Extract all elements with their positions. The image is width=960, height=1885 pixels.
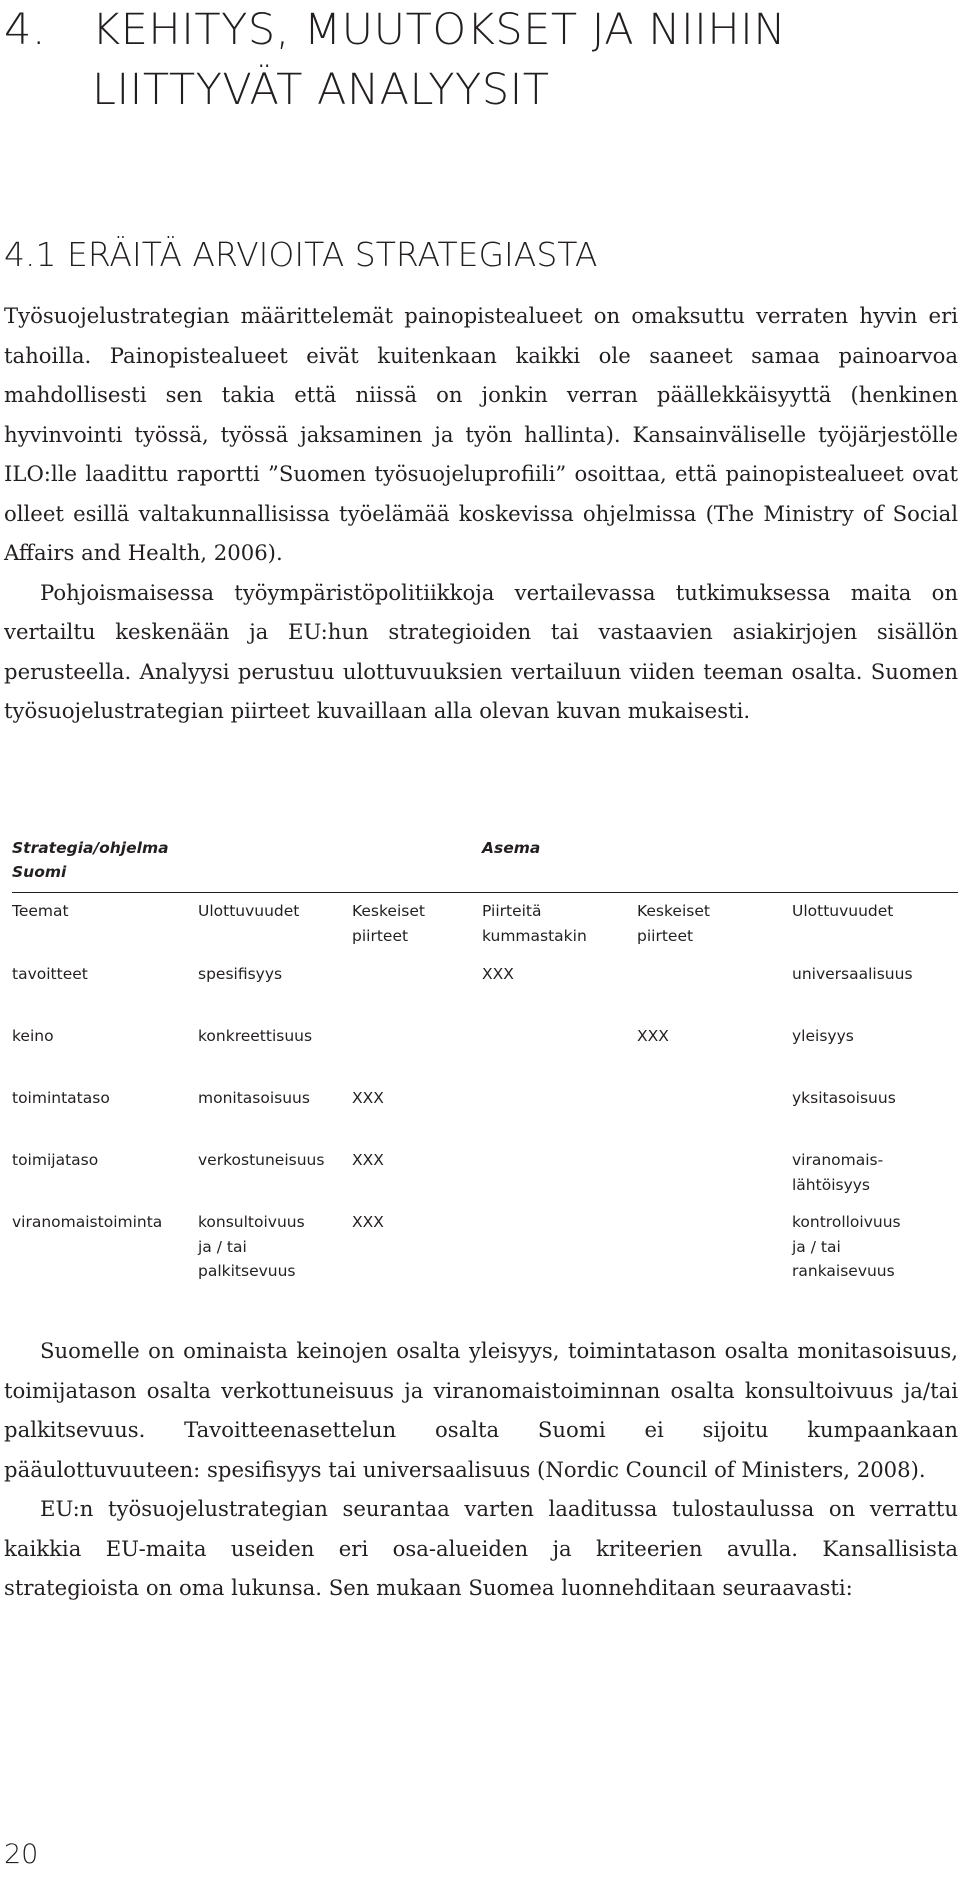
cell-dimension-right — [792, 1086, 896, 1111]
body-text-after-table — [4, 1331, 958, 1608]
column-header-line: piirteet — [637, 926, 694, 945]
cell-dimension-right-line: universaalisuus — [792, 965, 913, 983]
cell-mark — [352, 1148, 384, 1173]
cell-dimension-right-line: rankaisevuus — [792, 1262, 895, 1280]
cell-dimension-left-line: spesifisyys — [198, 965, 283, 983]
column-header — [12, 899, 69, 924]
cell-dimension-right-line: viranomais- — [792, 1151, 884, 1169]
cell-theme-line: toimintataso — [12, 1089, 110, 1107]
cell-dimension-right — [792, 1024, 854, 1049]
cell-dimension-left — [198, 962, 282, 987]
cell-mark — [637, 1024, 669, 1049]
cell-mark-line: XXX — [352, 1213, 384, 1231]
cell-theme-line: viranomaistoiminta — [12, 1213, 163, 1231]
cell-mark-line: XXX — [482, 965, 514, 983]
cell-theme — [12, 962, 88, 987]
cell-dimension-left-line: palkitsevuus — [198, 1262, 296, 1280]
cell-dimension-left — [198, 1148, 324, 1173]
chapter-title — [4, 0, 944, 120]
column-header — [482, 899, 587, 948]
column-header-line: kummastakin — [482, 926, 587, 945]
section-title: 4.1 ERÄITÄ ARVIOITA STRATEGIASTA — [4, 235, 598, 274]
chapter-number: 4. — [4, 5, 47, 55]
cell-theme — [12, 1210, 162, 1235]
cell-theme-line: tavoitteet — [12, 965, 88, 983]
cell-dimension-left — [198, 1210, 305, 1284]
paragraph: Pohjoismaisessa työympäristöpolitiikkoja vertailevassa tutkimuksessa maita on vertailtu keskenään ja EU:hun strategioiden tai vastaavien asiakirjojen sisällön perusteella. Analyysi perustuu ulottuvuuksien vertailuun viiden teeman osalta. Suomen työsuojelustrategian piirteet kuvaillaan alla olevan kuvan mukaisesti. — [4, 579, 958, 723]
cell-dimension-right-line: lähtöisyys — [792, 1175, 870, 1194]
column-header — [637, 899, 710, 948]
cell-dimension-left — [198, 1024, 312, 1049]
chapter-title-line1: KEHITYS, MUUTOKSET JA NIIHIN — [92, 5, 787, 55]
body-text-before-table — [4, 296, 958, 731]
column-header-line: Ulottuvuudet — [198, 902, 300, 920]
cell-mark — [482, 962, 514, 987]
table-header-rule — [12, 892, 958, 893]
table-header-strategy — [12, 836, 169, 884]
table-header-asema: Asema — [482, 839, 541, 857]
cell-theme — [12, 1148, 98, 1173]
cell-dimension-left-line: konkreettisuus — [198, 1027, 313, 1045]
cell-dimension-left-line: konsultoivuus — [198, 1213, 305, 1231]
paragraph: EU:n työsuojelustrategian seurantaa varten laaditussa tulostaulussa on verrattu kaikkia EU-maita useiden eri osa-alueiden ja kriteerien avulla. Kansallisista strategioista on oma lukunsa. Sen mukaan Suomea luonnehditaan seuraavasti: — [4, 1496, 958, 1600]
cell-dimension-right — [792, 1210, 901, 1284]
cell-mark-line: XXX — [352, 1089, 384, 1107]
cell-mark — [352, 1210, 384, 1235]
cell-mark-line: XXX — [352, 1151, 384, 1169]
column-header — [352, 899, 425, 948]
cell-dimension-left-line: verkostuneisuus — [198, 1151, 325, 1169]
column-header — [198, 899, 299, 924]
paragraph: Suomelle on ominaista keinojen osalta yleisyys, toimintatason osalta monitasoisuus, toimijatason osalta verkottuneisuus ja viranomaistoiminnan osalta konsultoivuus ja/tai palkitsevuus. Tavoitteenasettelun osalta Suomi ei sijoitu kumpaankaan pääulottuvuuteen: spesifisyys tai universaalisuus (Nordic Council of Ministers, 2008). — [4, 1338, 958, 1482]
column-header-line: piirteet — [352, 926, 409, 945]
cell-theme-line: toimijataso — [12, 1151, 99, 1169]
cell-theme-line: keino — [12, 1027, 54, 1045]
column-header — [792, 899, 893, 924]
column-header-line: Keskeiset — [352, 902, 425, 920]
cell-dimension-right — [792, 962, 913, 987]
column-header-line: Teemat — [12, 902, 69, 920]
cell-dimension-right-line: yksitasoisuus — [792, 1089, 896, 1107]
cell-theme — [12, 1086, 110, 1111]
cell-dimension-right — [792, 1148, 883, 1197]
cell-dimension-right-line: ja / tai — [792, 1237, 841, 1256]
cell-mark — [352, 1086, 384, 1111]
cell-dimension-left — [198, 1086, 310, 1111]
cell-dimension-right-line: kontrolloivuus — [792, 1213, 901, 1231]
table-header-strategy-line2: Suomi — [12, 863, 67, 881]
cell-mark-line: XXX — [637, 1027, 669, 1045]
column-header-line: Ulottuvuudet — [792, 902, 894, 920]
column-header-line: Keskeiset — [637, 902, 710, 920]
table-header-strategy-line1: Strategia/ohjelma — [12, 839, 169, 857]
column-header-line: Piirteitä — [482, 902, 542, 920]
cell-dimension-left-line: monitasoisuus — [198, 1089, 310, 1107]
paragraph: Työsuojelustrategian määrittelemät painopistealueet on omaksuttu verraten hyvin eri tahoilla. Painopistealueet eivät kuitenkaan kaikki ole saaneet samaa painoarvoa mahdollisesti sen takia että niissä on jonkin verran päällekkäisyyttä (henkinen hyvinvointi työssä, työssä jaksaminen ja työn hallinta). Kansainväliselle työjärjestölle ILO:lle laadittu raportti ”Suomen työsuojeluprofiili” osoittaa, että painopistealueet ovat olleet esillä valtakunnallisissa työelämää koskevissa ohjelmissa (The Ministry of Social Affairs and Health, 2006). — [4, 303, 958, 565]
cell-dimension-left-line: ja / tai — [198, 1237, 247, 1256]
cell-dimension-right-line: yleisyys — [792, 1027, 854, 1045]
cell-theme — [12, 1024, 54, 1049]
page-number: 20 — [4, 1839, 39, 1870]
chapter-title-line2: LIITTYVÄT ANALYYSIT — [92, 65, 550, 115]
